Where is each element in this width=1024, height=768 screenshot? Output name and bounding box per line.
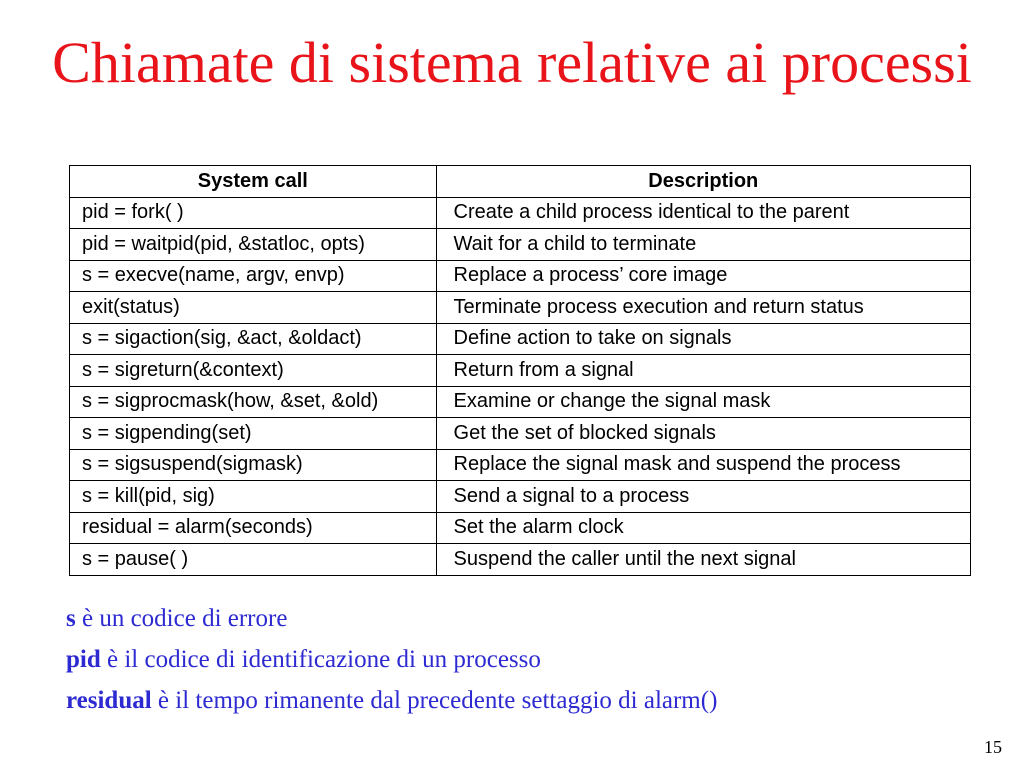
system-call-cell: s = kill(pid, sig) bbox=[70, 481, 437, 513]
system-call-cell: s = execve(name, argv, envp) bbox=[70, 260, 437, 292]
description-cell: Set the alarm clock bbox=[436, 512, 970, 544]
description-cell: Return from a signal bbox=[436, 355, 970, 387]
note-text: è il codice di identificazione di un processo bbox=[100, 646, 541, 673]
note-text: è il tempo rimanente dal precedente settaggio di alarm() bbox=[151, 687, 718, 714]
table-row bbox=[70, 386, 971, 418]
table-row bbox=[70, 449, 971, 481]
system-call-table bbox=[69, 165, 971, 576]
slide-title: Chiamate di sistema relative ai processi bbox=[52, 30, 972, 95]
system-call-cell: s = sigsuspend(sigmask) bbox=[70, 449, 437, 481]
note-text: è un codice di errore bbox=[75, 605, 288, 632]
table-row bbox=[70, 197, 971, 229]
description-cell: Wait for a child to terminate bbox=[436, 229, 970, 261]
description-cell: Examine or change the signal mask bbox=[436, 386, 970, 418]
description-cell: Send a signal to a process bbox=[436, 481, 970, 513]
table-row bbox=[70, 292, 971, 324]
table-row bbox=[70, 481, 971, 513]
note-line bbox=[66, 680, 717, 721]
system-call-cell: s = sigaction(sig, &act, &oldact) bbox=[70, 323, 437, 355]
system-call-cell: s = sigpending(set) bbox=[70, 418, 437, 450]
system-call-cell: exit(status) bbox=[70, 292, 437, 324]
note-term: residual bbox=[66, 687, 152, 714]
system-call-cell: s = sigprocmask(how, &set, &old) bbox=[70, 386, 437, 418]
table-row bbox=[70, 323, 971, 355]
table-row bbox=[70, 355, 971, 387]
description-cell: Replace a process’ core image bbox=[436, 260, 970, 292]
system-call-cell: pid = waitpid(pid, &statloc, opts) bbox=[70, 229, 437, 261]
description-cell: Terminate process execution and return status bbox=[436, 292, 970, 324]
notes-list bbox=[66, 598, 717, 721]
table-row bbox=[70, 512, 971, 544]
description-cell: Define action to take on signals bbox=[436, 323, 970, 355]
table-row bbox=[70, 260, 971, 292]
note-line bbox=[66, 639, 717, 680]
system-call-cell: pid = fork( ) bbox=[70, 197, 437, 229]
note-term: pid bbox=[66, 646, 101, 673]
table-row bbox=[70, 544, 971, 576]
description-cell: Replace the signal mask and suspend the process bbox=[436, 449, 970, 481]
column-header-description: Description bbox=[436, 166, 970, 198]
system-call-cell: residual = alarm(seconds) bbox=[70, 512, 437, 544]
table-row bbox=[70, 229, 971, 261]
table-body bbox=[70, 197, 971, 575]
description-cell: Suspend the caller until the next signal bbox=[436, 544, 970, 576]
system-call-cell: s = pause( ) bbox=[70, 544, 437, 576]
description-cell: Get the set of blocked signals bbox=[436, 418, 970, 450]
system-call-cell: s = sigreturn(&context) bbox=[70, 355, 437, 387]
note-term: s bbox=[66, 605, 76, 632]
table-header-row bbox=[70, 166, 971, 198]
column-header-system-call: System call bbox=[70, 166, 437, 198]
table-row bbox=[70, 418, 971, 450]
page-number: 15 bbox=[984, 737, 1002, 757]
description-cell: Create a child process identical to the parent bbox=[436, 197, 970, 229]
note-line bbox=[66, 598, 717, 639]
